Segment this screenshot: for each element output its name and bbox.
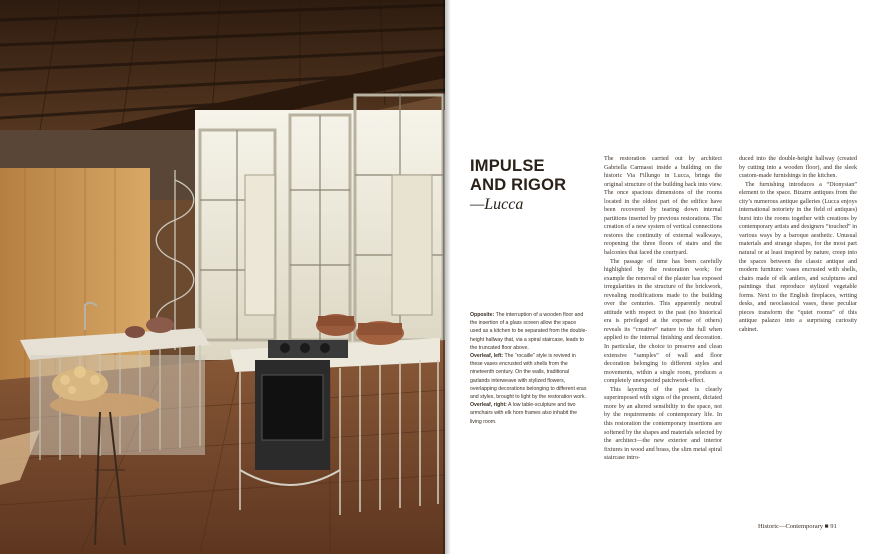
body-paragraph: duced into the double-height hallway (created by cutting into a wooden floor), and the sleek custom-made furnishings in the kitchen.: [739, 156, 857, 180]
page-gutter: [443, 0, 451, 554]
body-column-1: [604, 155, 722, 463]
folio-page-number: 91: [830, 523, 837, 530]
body-paragraph: The passage of time has been carefully highlighted by the restoration work; for example the removal of the plaster has exposed irregularities in the structure of the brickwork, revealing modifications made to the building over the centuries. This apparently neutral attitude with respect to the past (no historical era is privileged at the expense of others) reveals its “creative” nature to the full when applied to the internal finishing and decoration. In particular, the choice to preserve and clean extensive “samples” of wall and floor decoration belonging to different styles and movements, within a single room, produces a completely unexpected patchwork-effect.: [604, 258, 722, 385]
caption-label: Overleaf, right:: [470, 402, 507, 409]
caption-text: The interruption of a wooden floor and the insertion of a glass screen allow the space used as a kitchen to be separated from the double-height hallway that, via a spiral staircase, leads to the truncated floor above.: [470, 312, 588, 351]
title-line-2: AND RIGOR: [470, 176, 567, 194]
photo-caption: [470, 311, 588, 426]
body-paragraph: This layering of the past is clearly superimposed with signs of the present, dictated more by an altered sensibility to the space, not by the requirements of contemporary life. In this restoration the contemporary insertions are softened by the shapes and materials selected by the architect—the new exterior and interior fixtures in wood and brass, the slim metal spiral staircase intro-: [604, 386, 722, 462]
body-column-2: [739, 155, 857, 334]
caption-overleaf-right: [470, 401, 588, 426]
caption-label: Opposite:: [470, 312, 495, 318]
title-line-1: IMPULSE: [470, 157, 545, 175]
article-title: [470, 157, 595, 214]
caption-text: The “rocaille” style is revived in these vases encrusted with shells from the nineteenth century. On the walls, traditional garlands interweave with stylized flowers, overlapping decorations belonging to different eras and styles, brought to light by the restoration work.: [470, 353, 587, 401]
page-folio: [758, 523, 837, 530]
caption-text: A low table-sculpture and two armchairs with elk horn frames also inhabit the living room.: [470, 402, 577, 425]
folio-section: Historic—Contemporary: [758, 523, 823, 530]
caption-overleaf-left: [470, 352, 588, 401]
caption-label: Overleaf, left:: [470, 353, 504, 360]
title-subtitle: —Lucca: [470, 196, 524, 213]
folio-separator-icon: ■: [824, 523, 829, 530]
body-paragraph: The restoration carried out by architect Gabriella Carmassi inside a building on the historic Via Fillungo in Lucca, brings the original structure of the building back into view. The once spacious dimensions of the rooms located in the oldest part of the edifice have been recovered by tearing down internal partitions inserted by previous restorations. The creation of a new system of vertical connections restores the continuity of external walkways, reopening the three floors of stairs and the balconies that faced the courtyard.: [604, 156, 722, 257]
caption-opposite: [470, 311, 588, 352]
body-paragraph: The furnishing introduces a “Dionysian” element to the space. Bizarre antiques from the city’s numerous antique galleries (Lucca enjoys international notoriety in the field of antiques) burst into the rooms together with creations by contemporary artists and designers “touched” in various ways by a baroque aesthetic. Unusual materials and strange shapes, for the most part natural or at least inspired by nature, creep into the spaces between the classic antique and modern furniture: vases encrusted with shells, chairs made of elk antlers, and sculptures and paintings that reproduce stylized vegetable forms. Next to the English fireplaces, writing desks, and neoclassical vases, these peculiar pieces transform the “quiet rooms” of this antique palazzo into a surprising curiosity cabinet.: [739, 181, 857, 333]
